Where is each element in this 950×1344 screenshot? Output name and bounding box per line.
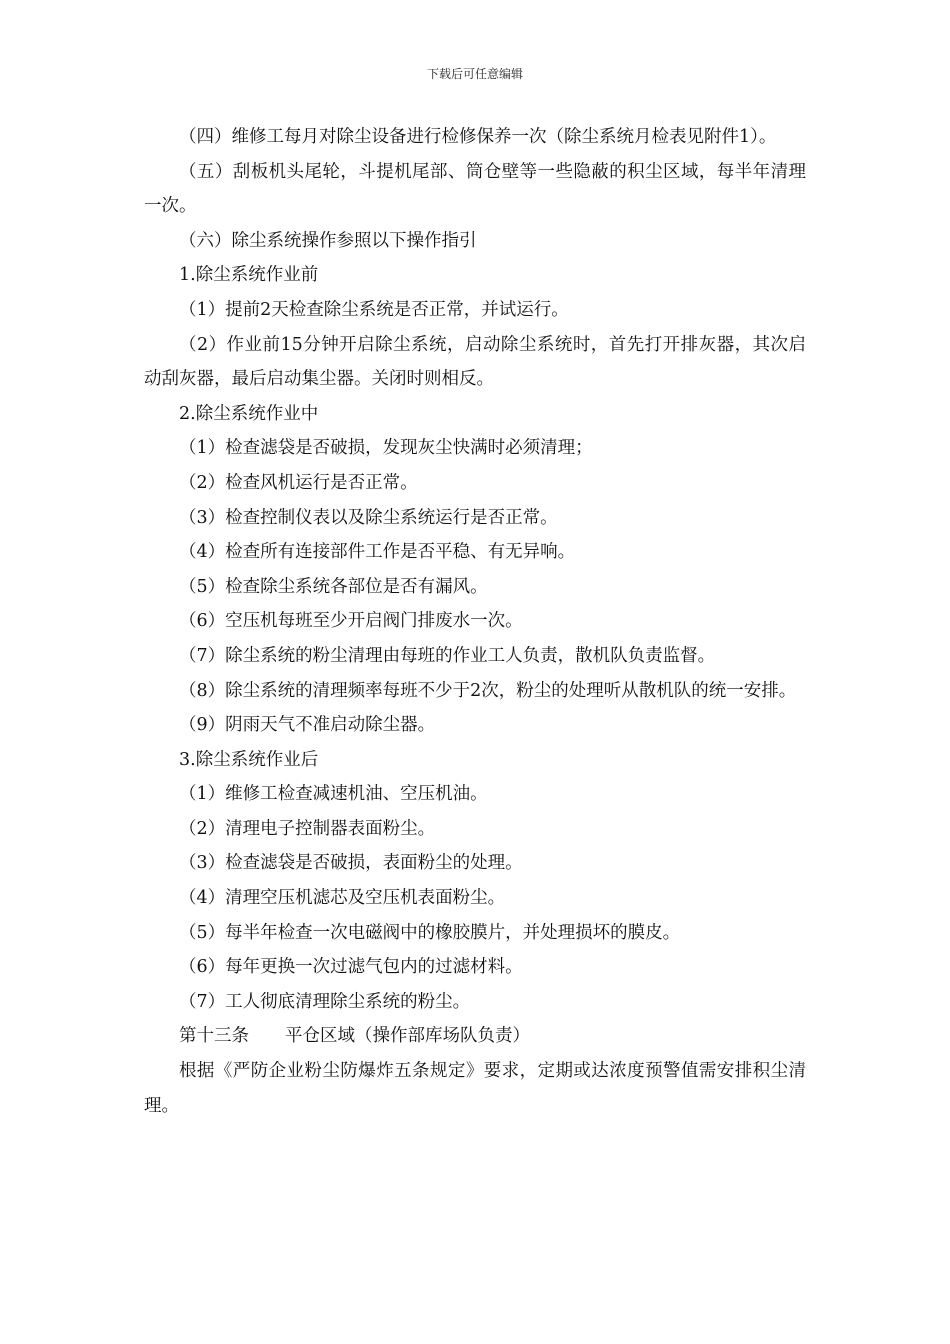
page-header-note: 下载后可任意编辑 (426, 67, 523, 81)
list-item: （6）每年更换一次过滤气包内的过滤材料。 (179, 957, 523, 978)
list-item: （4）检查所有连接部件工作是否平稳、有无异响。 (179, 542, 576, 563)
document-body (144, 120, 806, 1123)
paragraph-item-5-hidden-dust: （五）刮板机头尾轮，斗提机尾部、筒仓壁等一些隐蔽的积尘区域，每半年清理一次。 (144, 161, 806, 217)
article-heading (144, 1019, 806, 1054)
article-title: 平仓区域（操作部库场队负责） (285, 1026, 530, 1047)
list-item: （2）作业前15分钟开启除尘系统，启动除尘系统时，首先打开排灰器，其次启动刮灰器，最后启动集尘器。关闭时则相反。 (144, 334, 806, 390)
list-item: （8）除尘系统的清理频率每班不少于2次，粉尘的处理听从散机队的统一安排。 (179, 680, 797, 701)
section-heading-during-operation: 2.除尘系统作业中 (179, 403, 319, 424)
list-item: （6）空压机每班至少开启阀门排废水一次。 (179, 611, 523, 632)
paragraph-item-4-maintenance: （四）维修工每月对除尘设备进行检修保养一次（除尘系统月检表见附件1）。 (179, 127, 777, 147)
list-item: （1）维修工检查减速机油、空压机油。 (179, 784, 488, 805)
list-item: （1）提前2天检查除尘系统是否正常，并试运行。 (179, 299, 569, 320)
closing-paragraph: 根据《严防企业粉尘防爆炸五条规定》要求，定期或达浓度预警值需安排积尘清理。 (144, 1061, 806, 1116)
paragraph-item-6-operation-guide: （六）除尘系统操作参照以下操作指引 (179, 230, 477, 251)
list-item: （2）检查风机运行是否正常。 (179, 472, 418, 493)
section-heading-before-operation: 1.除尘系统作业前 (179, 265, 319, 286)
list-item: （5）检查除尘系统各部位是否有漏风。 (179, 576, 488, 597)
list-item: （3）检查控制仪表以及除尘系统运行是否正常。 (179, 507, 558, 528)
article-number: 第十三条 (179, 1026, 249, 1047)
list-item: （4）清理空压机滤芯及空压机表面粉尘。 (179, 888, 506, 909)
list-item: （9）阴雨天气不准启动除尘器。 (179, 715, 436, 736)
list-item: （1）检查滤袋是否破损，发现灰尘快满时必须清理； (179, 438, 593, 459)
list-item: （7）工人彻底清理除尘系统的粉尘。 (179, 991, 471, 1012)
section-heading-after-operation: 3.除尘系统作业后 (179, 749, 319, 770)
list-item: （2）清理电子控制器表面粉尘。 (179, 818, 436, 839)
list-item: （3）检查滤袋是否破损，表面粉尘的处理。 (179, 853, 523, 874)
list-item: （7）除尘系统的粉尘清理由每班的作业工人负责，散机队负责监督。 (179, 645, 716, 666)
list-item: （5）每半年检查一次电磁阀中的橡胶膜片，并处理损坏的膜皮。 (179, 922, 681, 943)
